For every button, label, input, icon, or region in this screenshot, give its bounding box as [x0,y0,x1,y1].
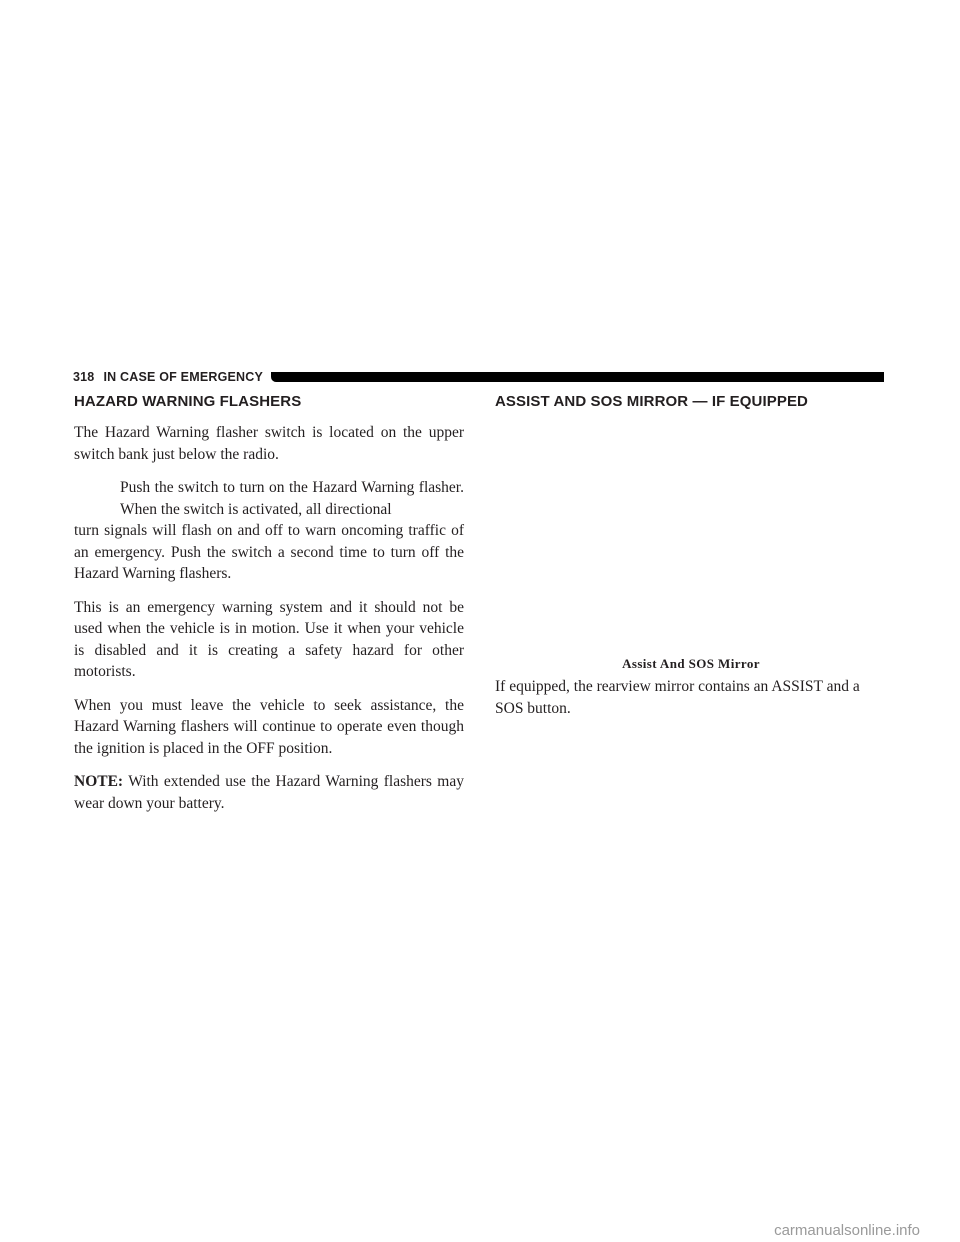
hazard-usage-paragraph: This is an emergency warning system and it should not be used when the vehicle is in motion. Use it when your vehicle is disabled and it is creating a safety hazard for other motorists. [74,598,464,680]
note-text: With extended use the Hazard Warning flashers may wear down your battery. [74,773,464,812]
note-label: NOTE: [74,773,124,790]
hazard-warning-icon [76,480,112,516]
hazard-leave-vehicle-paragraph: When you must leave the vehicle to seek assistance, the Hazard Warning flashers will continue to operate even though the ignition is placed in the OFF position. [74,696,464,757]
hazard-note-paragraph [74,771,464,814]
page-header [73,369,884,385]
assist-sos-heading: ASSIST AND SOS MIRROR — IF EQUIPPED [495,393,808,410]
right-column [495,393,887,719]
assist-sos-mirror-figure [495,423,887,655]
figure-caption: Assist And SOS Mirror [622,656,760,671]
hazard-switch-text-indented: Push the switch to turn on the Hazard Warning flasher. When the switch is activated, all directional [120,479,464,518]
page-number: 318 [73,370,95,384]
site-watermark: carmanualsonline.info [774,1222,920,1239]
assist-sos-paragraph: If equipped, the rearview mirror contains an ASSIST and a SOS button. [495,678,860,717]
hazard-switch-paragraph [74,477,464,585]
hazard-switch-text-rest: turn signals will flash on and off to warn oncoming traffic of an emergency. Push the switch a second time to turn off the Hazard Warning flashers. [74,522,464,582]
hazard-location-paragraph: The Hazard Warning flasher switch is located on the upper switch bank just below the radio. [74,424,464,463]
left-column [74,393,464,826]
section-title: IN CASE OF EMERGENCY [103,370,264,384]
hazard-heading: HAZARD WARNING FLASHERS [74,393,302,410]
header-rule [271,372,884,382]
